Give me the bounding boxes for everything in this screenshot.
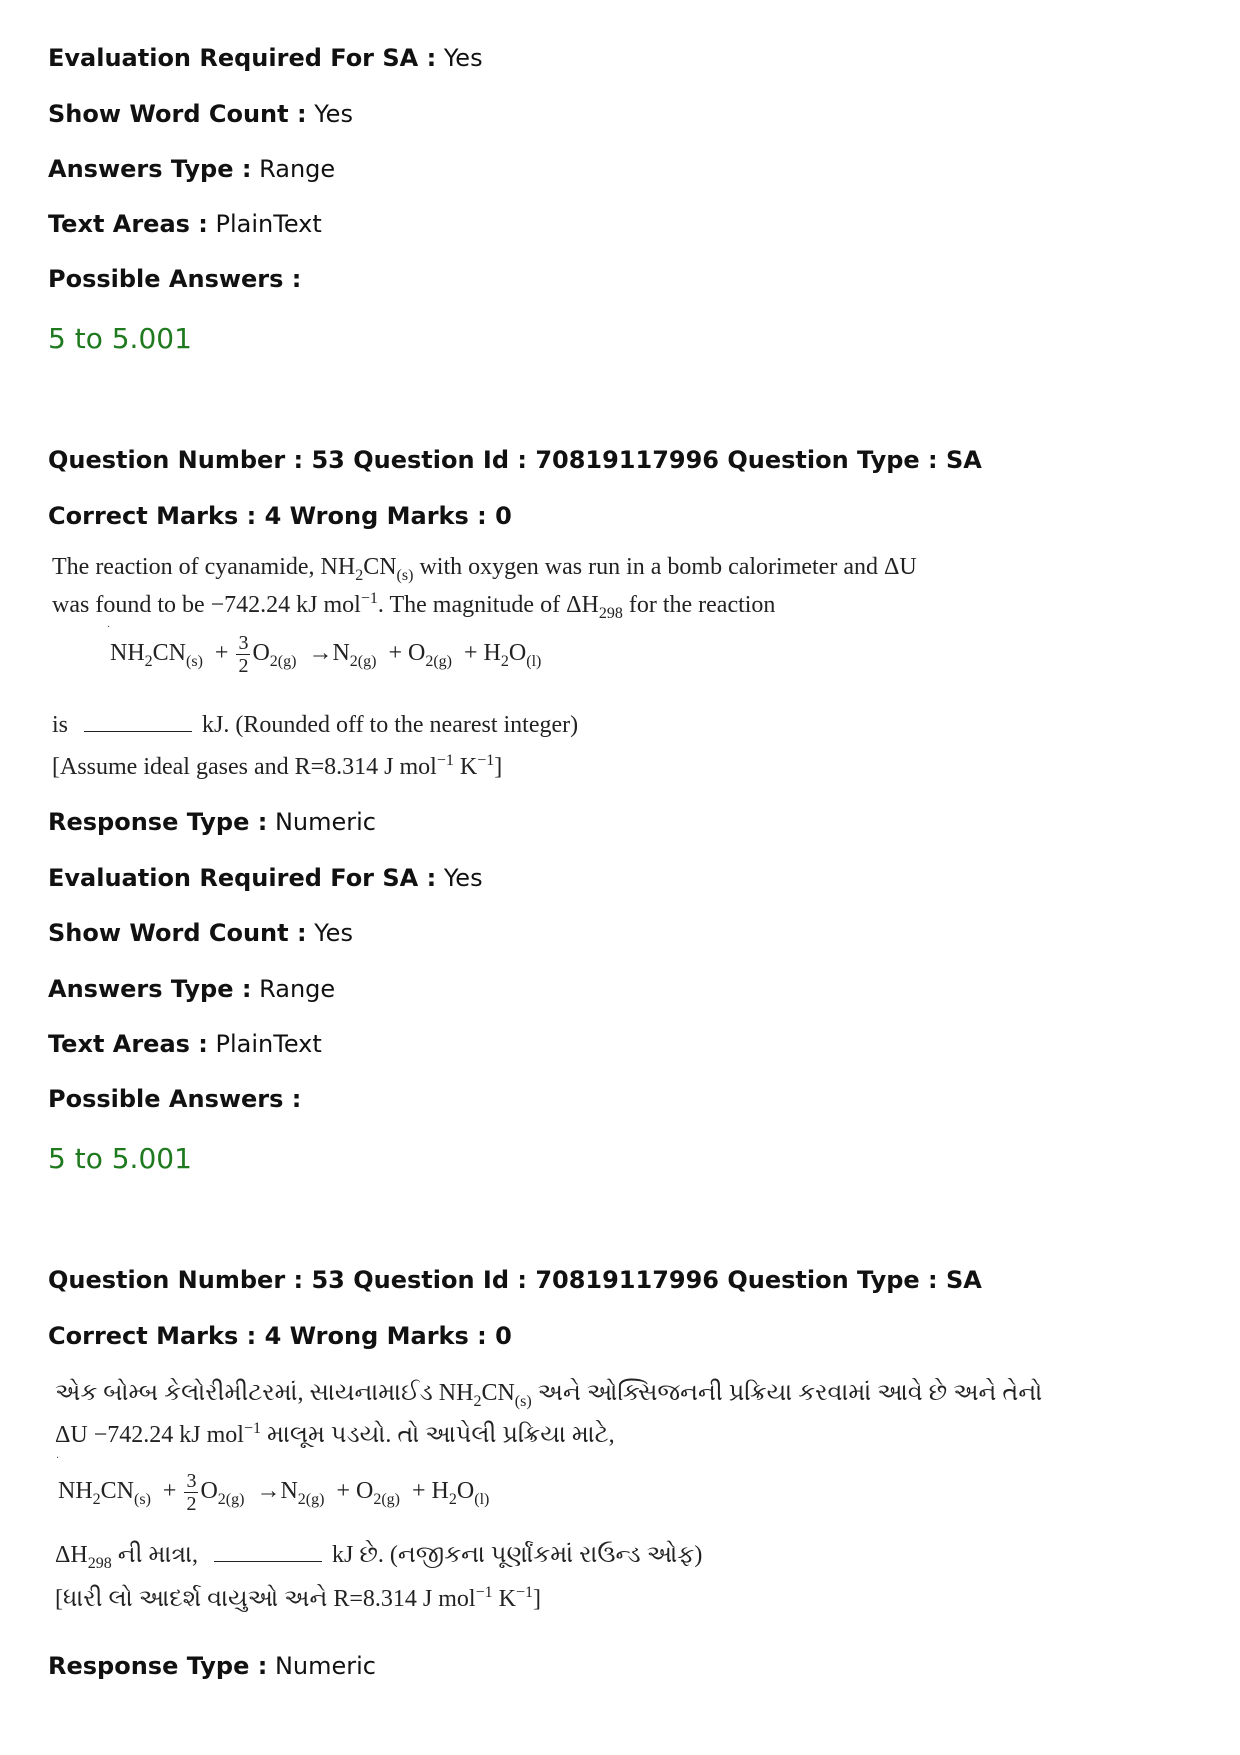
answers-type-value: Range bbox=[259, 155, 336, 183]
marks-row bbox=[48, 1322, 512, 1350]
q2-sup: −1 bbox=[515, 1584, 533, 1601]
q2-assume-a: [ધારી લો આદર્શ વાયુઓ અને R=8.314 J mol bbox=[55, 1586, 476, 1612]
eq-sub: 2(g) bbox=[373, 1490, 400, 1508]
possible-answer-value: 5 to 5.001 bbox=[48, 1142, 192, 1175]
question-header bbox=[48, 446, 982, 474]
eq-n: N bbox=[280, 1478, 298, 1505]
possible-answer-value: 5 to 5.001 bbox=[48, 322, 192, 355]
evaluation-row bbox=[48, 864, 483, 892]
eq-o: O bbox=[356, 1478, 374, 1505]
question-text-line-1 bbox=[55, 1378, 1042, 1417]
response-type-value: Numeric bbox=[274, 808, 376, 836]
eq-sub: (s) bbox=[186, 652, 203, 670]
reaction-equation bbox=[58, 1470, 489, 1515]
question-header bbox=[48, 1266, 982, 1294]
question-text-line-3 bbox=[55, 1540, 702, 1579]
fraction-numerator: 3 bbox=[186, 1470, 197, 1492]
response-type-label: Response Type : bbox=[48, 1652, 268, 1680]
q1-is-b: kJ. (Rounded off to the nearest integer) bbox=[202, 712, 579, 738]
eq-plus: + bbox=[388, 640, 402, 667]
eq-h: H bbox=[483, 640, 501, 667]
eq-cn: CN bbox=[100, 1478, 135, 1505]
eq-o: O bbox=[456, 1478, 475, 1505]
answers-type-row bbox=[48, 155, 335, 183]
text-areas-value: PlainText bbox=[215, 1030, 322, 1058]
eq-plus: + bbox=[464, 640, 478, 667]
text-areas-value: PlainText bbox=[215, 210, 322, 238]
marks-text: Correct Marks : 4 Wrong Marks : 0 bbox=[48, 1322, 512, 1350]
response-type-value: Numeric bbox=[274, 1652, 376, 1680]
question-text-line-4 bbox=[52, 746, 502, 782]
eq-h: H bbox=[431, 1478, 449, 1505]
q2-sup: −1 bbox=[475, 1584, 493, 1601]
text-areas-row bbox=[48, 210, 322, 238]
response-type-label: Response Type : bbox=[48, 808, 268, 836]
arrow-icon: → bbox=[308, 640, 333, 667]
eq-o: O bbox=[252, 640, 270, 667]
eq-sub: 2 bbox=[144, 652, 153, 670]
q2-text-1b: CN bbox=[481, 1380, 515, 1406]
fraction-numerator: 3 bbox=[238, 632, 249, 654]
question-text-line-2 bbox=[55, 1414, 615, 1450]
q1-assume-a: [Assume ideal gases and R=8.314 J mol bbox=[52, 754, 437, 780]
possible-answers-label: Possible Answers : bbox=[48, 1085, 302, 1113]
response-type-row bbox=[48, 1652, 376, 1680]
eq-sub: 2 bbox=[92, 1490, 101, 1508]
evaluation-row bbox=[48, 44, 483, 72]
eq-sub: 2(g) bbox=[425, 652, 452, 670]
eq-cn: CN bbox=[152, 640, 187, 667]
q1-sup: −1 bbox=[477, 752, 495, 769]
possible-answers-row bbox=[48, 265, 301, 293]
eq-sub: (l) bbox=[526, 652, 542, 670]
question-text-line-2 bbox=[52, 584, 775, 629]
fraction bbox=[184, 1470, 198, 1515]
eq-sub: 2 bbox=[500, 652, 509, 670]
fraction-denominator: 2 bbox=[186, 1493, 197, 1515]
eq-sub: 2(g) bbox=[217, 1490, 245, 1508]
eq-sub: 2(g) bbox=[349, 652, 377, 670]
eq-plus: + bbox=[162, 1478, 177, 1505]
stray-dot: · bbox=[107, 622, 111, 633]
q2-sub-298: 298 bbox=[87, 1554, 112, 1572]
response-type-row bbox=[48, 808, 376, 836]
possible-answers-label: Possible Answers : bbox=[48, 265, 302, 293]
q1-text-2b: . The magnitude of ΔH bbox=[377, 592, 599, 618]
eq-sub: (s) bbox=[134, 1490, 151, 1508]
q1-text-2c: for the reaction bbox=[622, 592, 776, 618]
eq-plus: + bbox=[214, 640, 229, 667]
q1-text-2a: was found to be −742.24 kJ mol bbox=[52, 592, 361, 618]
q2-text-2a: ΔU −742.24 kJ mol bbox=[55, 1422, 244, 1448]
answers-type-row bbox=[48, 975, 335, 1003]
q2-dh: ΔH bbox=[55, 1542, 88, 1568]
q1-sup: −1 bbox=[436, 752, 454, 769]
q1-is: is bbox=[52, 712, 69, 738]
q1-assume-b: K bbox=[453, 754, 478, 780]
q1-sub-s: (s) bbox=[396, 566, 414, 584]
eq-sub: 2(g) bbox=[269, 652, 297, 670]
q2-text-1a: એક બોમ્બ કેલોરીમીટરમાં, સાયનામાઈડ NH bbox=[55, 1380, 474, 1406]
word-count-value: Yes bbox=[314, 919, 353, 947]
evaluation-label: Evaluation Required For SA : bbox=[48, 864, 437, 892]
eq-sub: 2(g) bbox=[297, 1490, 325, 1508]
evaluation-value: Yes bbox=[443, 44, 483, 72]
arrow-icon: → bbox=[256, 1478, 281, 1505]
q1-text-1b: CN bbox=[363, 554, 397, 580]
question-text-line-4 bbox=[55, 1578, 541, 1614]
word-count-row bbox=[48, 919, 353, 947]
eq-sub: (l) bbox=[474, 1490, 490, 1508]
eq-sub: 2 bbox=[448, 1490, 457, 1508]
eq-nh: NH bbox=[110, 640, 145, 667]
q2-dh-b: ની માત્રા, bbox=[111, 1542, 198, 1568]
fraction bbox=[236, 632, 250, 677]
q1-sub-2: 2 bbox=[355, 566, 364, 584]
text-areas-row bbox=[48, 1030, 322, 1058]
q2-sub-2: 2 bbox=[473, 1392, 482, 1410]
answers-type-label: Answers Type : bbox=[48, 975, 252, 1003]
q2-sub-s: (s) bbox=[514, 1392, 532, 1410]
q2-assume-b: K bbox=[492, 1586, 516, 1612]
evaluation-value: Yes bbox=[443, 864, 483, 892]
eq-plus: + bbox=[412, 1478, 426, 1505]
eq-plus: + bbox=[336, 1478, 350, 1505]
text-areas-label: Text Areas : bbox=[48, 1030, 208, 1058]
q2-assume-c: ] bbox=[532, 1586, 541, 1612]
word-count-row bbox=[48, 100, 353, 128]
answer-blank bbox=[214, 1560, 322, 1562]
word-count-value: Yes bbox=[314, 100, 353, 128]
eq-o: O bbox=[508, 640, 527, 667]
question-header-text: Question Number : 53 Question Id : 70819117996 Question Type : SA bbox=[48, 446, 982, 474]
q1-text-1a: The reaction of cyanamide, NH bbox=[52, 554, 356, 580]
q2-dh-c: kJ છે. (નજીકના પૂર્ણાંકમાં રાઉન્ડ ઓફ) bbox=[331, 1542, 703, 1568]
eq-nh: NH bbox=[58, 1478, 93, 1505]
question-header-text: Question Number : 53 Question Id : 70819117996 Question Type : SA bbox=[48, 1266, 982, 1294]
q1-text-1c: with oxygen was run in a bomb calorimeter and ΔU bbox=[413, 554, 917, 580]
q2-sup: −1 bbox=[243, 1420, 262, 1437]
reaction-equation bbox=[110, 632, 541, 677]
eq-o: O bbox=[408, 640, 426, 667]
q1-sup-neg1: −1 bbox=[360, 590, 378, 607]
eq-o: O bbox=[200, 1478, 218, 1505]
answers-type-label: Answers Type : bbox=[48, 155, 252, 183]
answer-blank bbox=[84, 730, 192, 732]
eq-n: N bbox=[332, 640, 350, 667]
q2-text-1c: અને ઓક્સિજનની પ્રક્રિયા કરવામાં આવે છે અને તેનો bbox=[531, 1380, 1043, 1406]
fraction-denominator: 2 bbox=[238, 655, 249, 677]
marks-row bbox=[48, 502, 512, 530]
question-text-line-3 bbox=[52, 710, 578, 740]
possible-answers-row bbox=[48, 1085, 301, 1113]
answers-type-value: Range bbox=[259, 975, 336, 1003]
marks-text: Correct Marks : 4 Wrong Marks : 0 bbox=[48, 502, 512, 530]
q2-text-2b: માલૂમ પડયો. તો આપેલી પ્રક્રિયા માટે, bbox=[261, 1422, 615, 1448]
q1-sub-298: 298 bbox=[598, 604, 623, 622]
evaluation-label: Evaluation Required For SA : bbox=[48, 44, 437, 72]
text-areas-label: Text Areas : bbox=[48, 210, 208, 238]
stray-dot: · bbox=[56, 1453, 60, 1464]
word-count-label: Show Word Count : bbox=[48, 100, 307, 128]
word-count-label: Show Word Count : bbox=[48, 919, 307, 947]
q1-assume-c: ] bbox=[494, 754, 503, 780]
